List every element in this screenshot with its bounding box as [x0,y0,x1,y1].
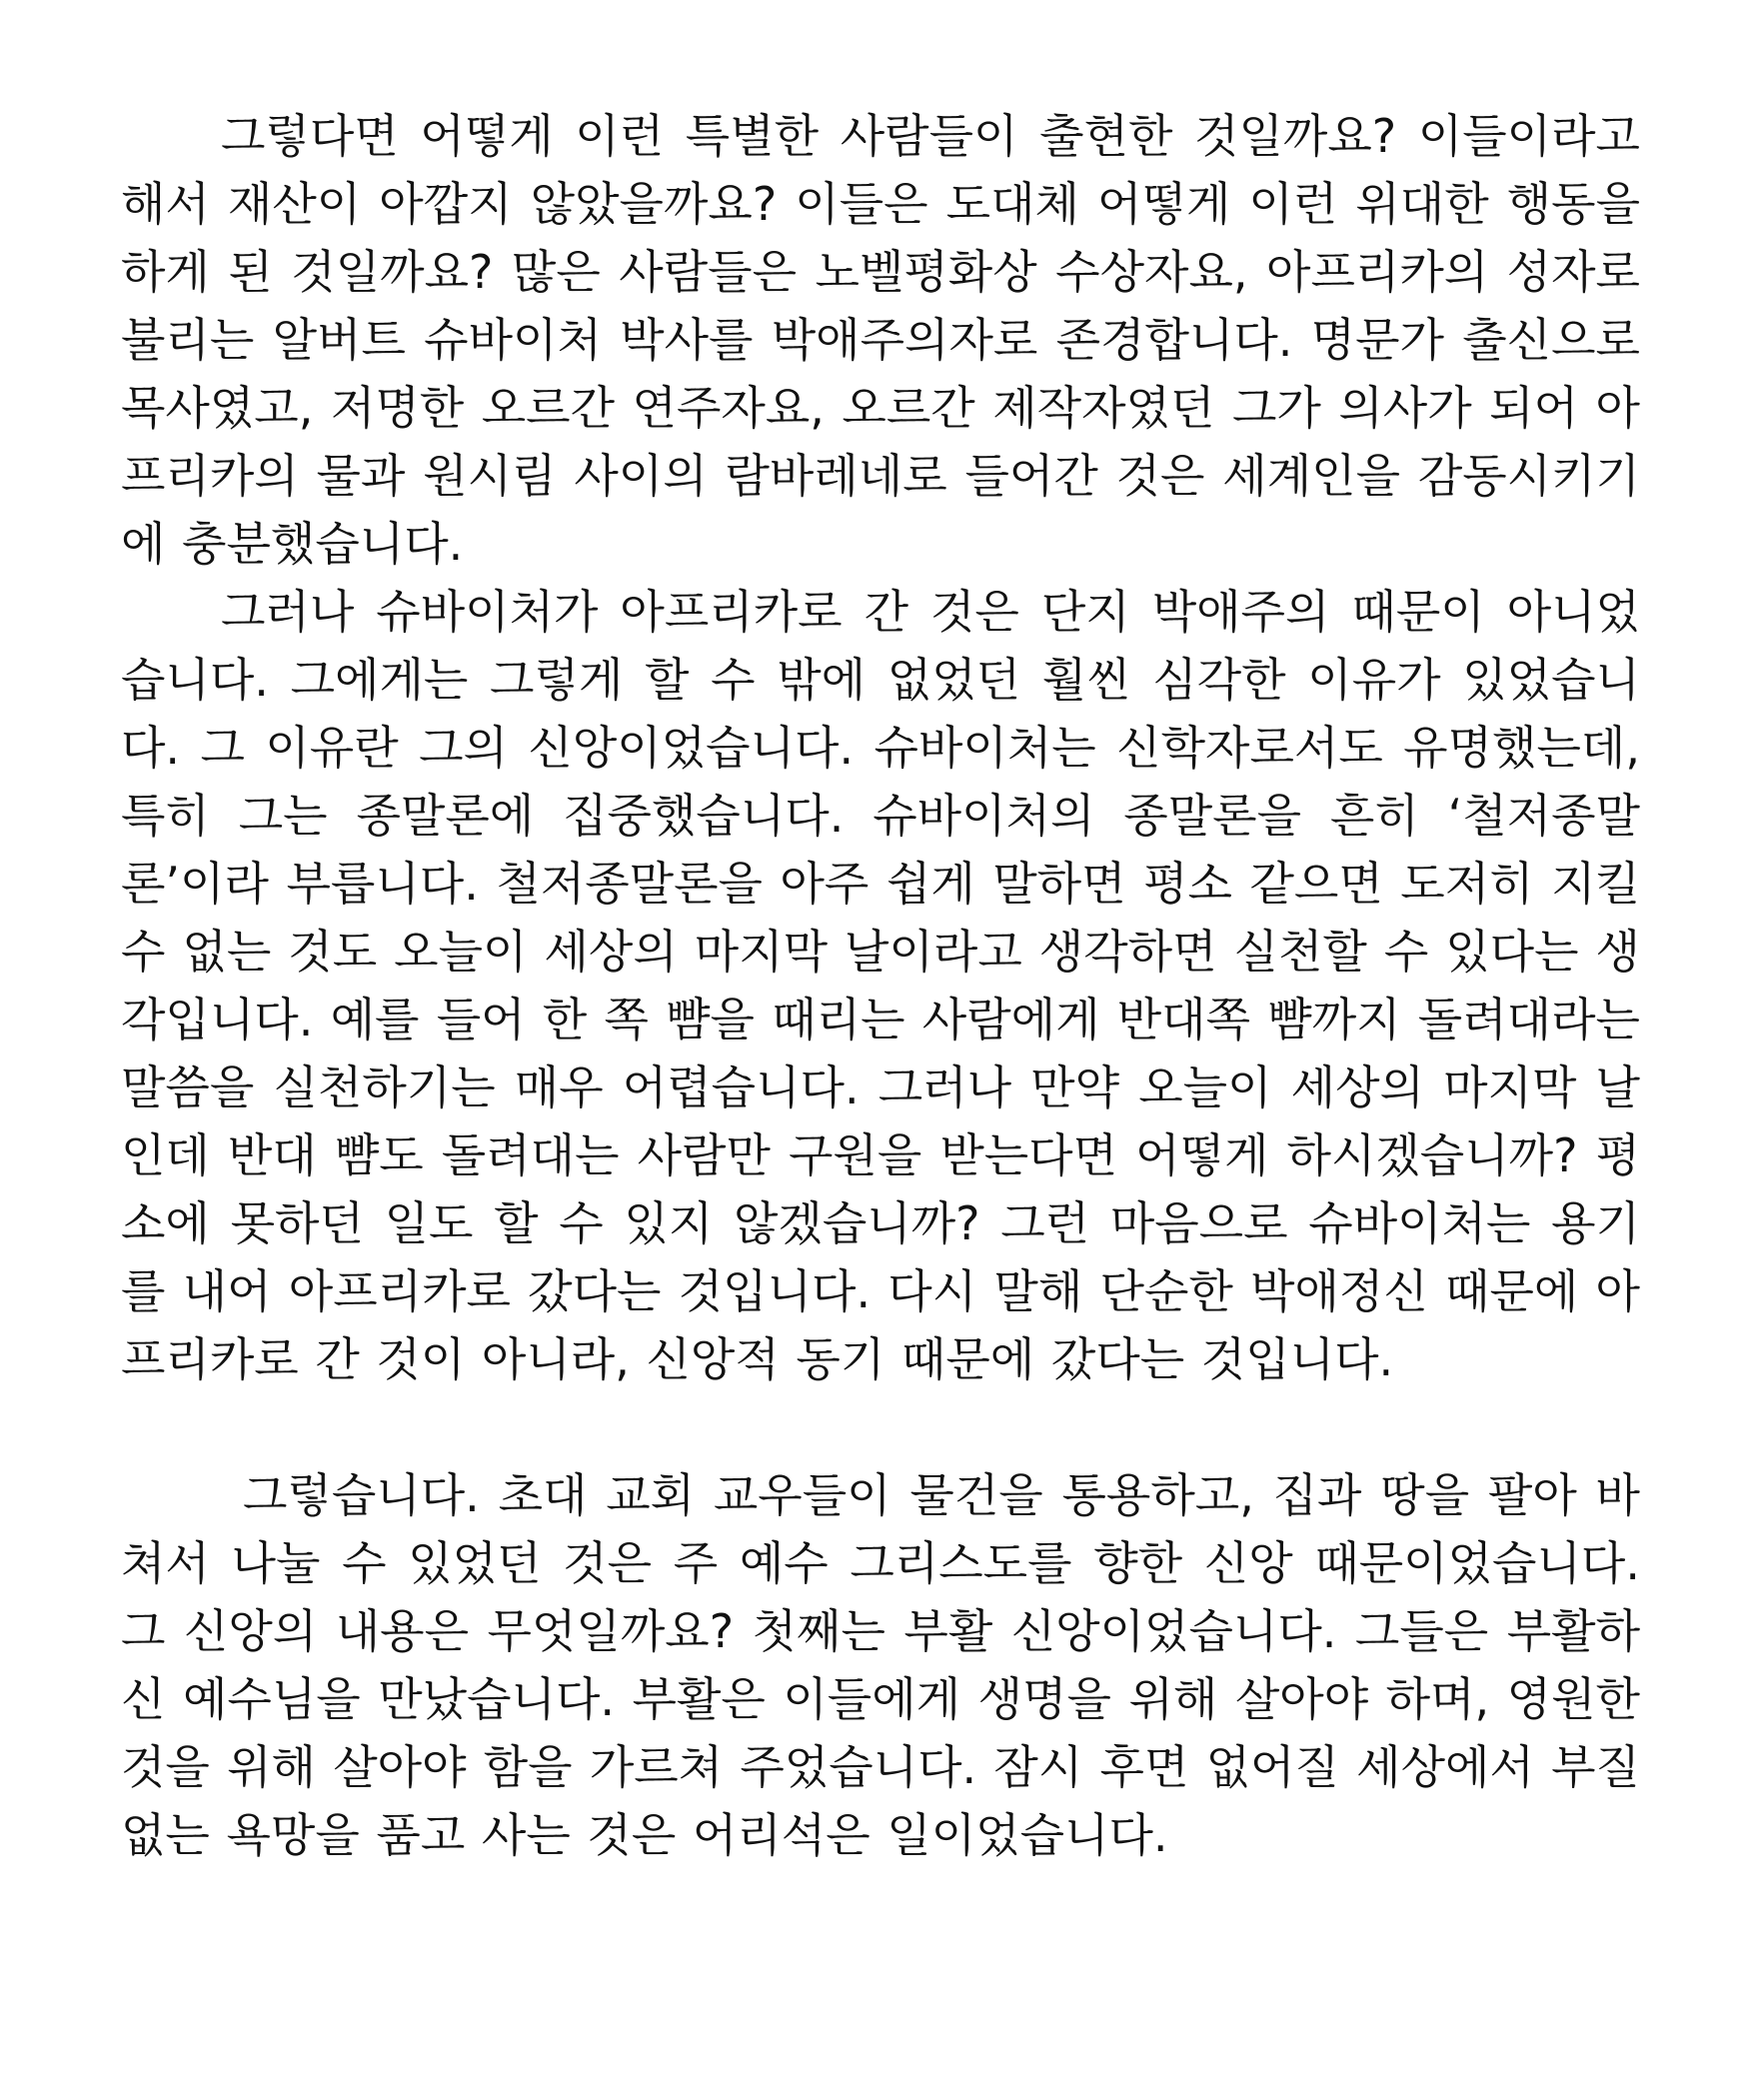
paragraph-eschatology: 그러나 슈바이처가 아프리카로 간 것은 단지 박애주의 때문이 아니었습니다. 그에게는 그렇게 할 수 밖에 없었던 훨씬 심각한 이유가 있었습니다. 그 이유란 그의 신앙이었습니다. 슈바이처는 신학자로서도 유명했는데, 특히 그는 종말론에 집중했습니다. 슈바이처의 종말론을 흔히 ‘철저종말론’이라 부릅니다. 철저종말론을 아주 쉽게 말하면 평소 같으면 도저히 지킬 수 없는 것도 오늘이 세상의 마지막 날이라고 생각하면 실천할 수 있다는 생각입니다. 예를 들어 한 쪽 뺨을 때리는 사람에게 반대쪽 뺨까지 돌려대라는 말씀을 실천하기는 매우 어렵습니다. 그러나 만약 오늘이 세상의 마지막 날인데 반대 뺨도 돌려대는 사람만 구원을 받는다면 어떻게 하시겠습니까? 평소에 못하던 일도 할 수 있지 않겠습니까? 그런 마음으로 슈바이처는 용기를 내어 아프리카로 갔다는 것입니다. 다시 말해 단순한 박애정신 때문에 아프리카로 간 것이 아니라, 신앙적 동기 때문에 갔다는 것입니다. [121,585,1640,1386]
paragraph-schweitzer-intro: 그렇다면 어떻게 이런 특별한 사람들이 출현한 것일까요? 이들이라고 해서 재산이 아깝지 않았을까요? 이들은 도대체 어떻게 이런 위대한 행동을 하게 된 것일까요? 많은 사람들은 노벨평화상 수상자요, 아프리카의 성자로 불리는 알버트 슈바이처 박사를 박애주의자로 존경합니다. 명문가 출신으로 목사였고, 저명한 오르간 연주자요, 오르간 제작자였던 그가 의사가 되어 아프리카의 물과 원시림 사이의 람바레네로 들어간 것은 세계인을 감동시키기에 충분했습니다. [121,109,1641,571]
paragraph-spacer [121,1393,1640,1461]
document-page [121,102,1640,1869]
paragraph-early-church-faith: 그렇습니다. 초대 교회 교우들이 물건을 통용하고, 집과 땅을 팔아 바쳐서 나눌 수 있었던 것은 주 예수 그리스도를 향한 신앙 때문이었습니다. 그 신앙의 내용은 무엇일까요? 첫째는 부활 신앙이었습니다. 그들은 부활하신 예수님을 만났습니다. 부활은 이들에게 생명을 위해 살아야 하며, 영원한 것을 위해 살아야 함을 가르쳐 주었습니다. 잠시 후면 없어질 세상에서 부질없는 욕망을 품고 사는 것은 어리석은 일이었습니다. [121,1468,1640,1862]
